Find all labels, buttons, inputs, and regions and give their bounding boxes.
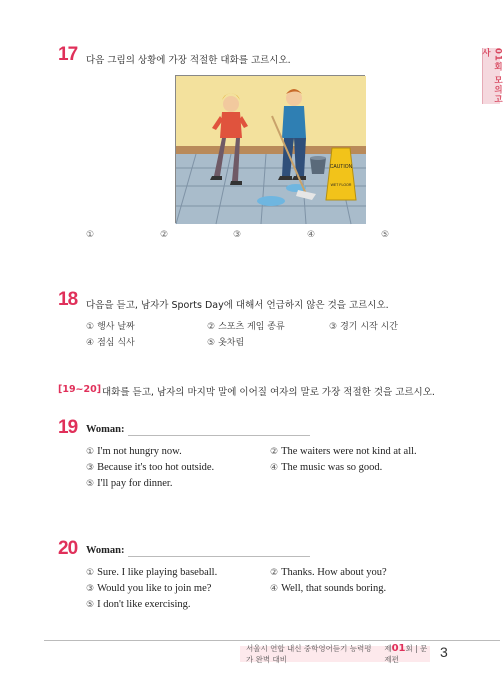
- caution-sign-text: CAUTION: [329, 164, 353, 170]
- q18-option-5[interactable]: ⑤ 옷차림: [207, 338, 245, 348]
- q19-answer-line: [128, 435, 310, 436]
- q19-option-5[interactable]: ⑤ I'll pay for dinner.: [86, 478, 173, 489]
- side-tab-label: 01회 모의고사: [480, 48, 503, 104]
- q18-option-2[interactable]: ② 스포츠 게임 종류: [207, 322, 285, 332]
- page-number: 3: [440, 644, 448, 660]
- q20-option-1[interactable]: ① Sure. I like playing baseball.: [86, 567, 218, 578]
- question-17-number: 17: [58, 44, 78, 65]
- q20-answer-line: [128, 556, 310, 557]
- footer-volume: 제01회 | 문제편: [384, 643, 428, 664]
- q19-option-4[interactable]: ④ The music was so good.: [270, 462, 383, 473]
- wet-floor-sign-text: WET FLOOR: [330, 183, 352, 187]
- q20-option-5[interactable]: ⑤ I don't like exercising.: [86, 599, 191, 610]
- q20-woman-label: Woman:: [86, 545, 125, 556]
- question-18-text: 다음을 듣고, 남자가 Sports Day에 대해서 언급하지 않은 것을 고르시오.: [86, 300, 389, 311]
- q17-choice-5[interactable]: ⑤: [381, 230, 390, 240]
- footer-book-title: 서울시 연합 내신 중학영어듣기 능력평가 완벽 대비: [246, 644, 372, 664]
- q17-choice-2[interactable]: ②: [160, 230, 169, 240]
- q20-option-4[interactable]: ④ Well, that sounds boring.: [270, 583, 387, 594]
- instruction-text: 대화를 듣고, 남자의 마지막 말에 이어질 여자의 말로 가장 적절한 것을 고르시오.: [102, 387, 435, 398]
- footer-book-bar: [240, 643, 430, 664]
- q19-option-3[interactable]: ③ Because it's too hot outside.: [86, 462, 215, 473]
- q17-choice-1[interactable]: ①: [86, 230, 95, 240]
- question-17-illustration: [175, 75, 365, 223]
- q17-choice-4[interactable]: ④: [307, 230, 316, 240]
- q19-option-2[interactable]: ② The waiters were not kind at all.: [270, 446, 417, 457]
- question-17-text: 다음 그림의 상황에 가장 적절한 대화를 고르시오.: [86, 55, 291, 66]
- q20-option-3[interactable]: ③ Would you like to join me?: [86, 583, 212, 594]
- q18-option-1[interactable]: ① 행사 날짜: [86, 322, 135, 332]
- q20-option-2[interactable]: ② Thanks. How about you?: [270, 567, 387, 578]
- q17-choice-3[interactable]: ③: [233, 230, 242, 240]
- q18-option-3[interactable]: ③ 경기 시작 시간: [329, 322, 398, 332]
- mopping-scene-illustration: [176, 76, 366, 224]
- question-19-number: 19: [58, 417, 78, 438]
- instruction-range: [19~20]: [58, 384, 102, 395]
- q19-woman-label: Woman:: [86, 424, 125, 435]
- footer-divider: [44, 640, 500, 641]
- question-20-number: 20: [58, 538, 78, 559]
- q19-option-1[interactable]: ① I'm not hungry now.: [86, 446, 182, 457]
- section-side-tab: [480, 48, 503, 104]
- question-18-number: 18: [58, 289, 78, 310]
- q18-option-4[interactable]: ④ 점심 식사: [86, 338, 135, 348]
